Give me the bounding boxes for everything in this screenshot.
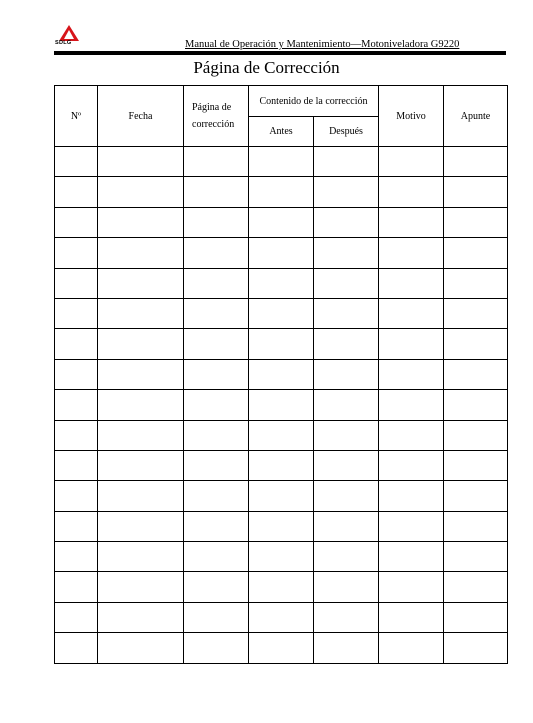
table-cell[interactable] xyxy=(249,207,314,237)
table-cell[interactable] xyxy=(444,329,508,359)
table-cell[interactable] xyxy=(249,390,314,420)
table-cell[interactable] xyxy=(184,359,249,389)
table-cell[interactable] xyxy=(379,420,444,450)
table-cell[interactable] xyxy=(444,450,508,480)
table-cell[interactable] xyxy=(98,177,184,207)
table-cell[interactable] xyxy=(314,147,379,177)
table-cell[interactable] xyxy=(444,298,508,328)
table-cell[interactable] xyxy=(379,147,444,177)
table-cell[interactable] xyxy=(379,572,444,602)
table-row xyxy=(55,177,508,207)
table-cell[interactable] xyxy=(184,177,249,207)
table-cell[interactable] xyxy=(98,390,184,420)
manual-title: Manual de Operación y Mantenimiento—Motoniveladora G9220 xyxy=(185,39,460,50)
table-cell[interactable] xyxy=(98,420,184,450)
table-cell[interactable] xyxy=(379,298,444,328)
table-cell[interactable] xyxy=(444,238,508,268)
table-cell[interactable] xyxy=(314,511,379,541)
table-cell[interactable] xyxy=(379,511,444,541)
table-cell[interactable] xyxy=(379,268,444,298)
table-cell[interactable] xyxy=(314,359,379,389)
table-cell[interactable] xyxy=(184,511,249,541)
table-cell[interactable] xyxy=(444,572,508,602)
table-cell[interactable] xyxy=(55,420,98,450)
table-cell[interactable] xyxy=(98,481,184,511)
table-cell[interactable] xyxy=(314,450,379,480)
table-cell[interactable] xyxy=(444,177,508,207)
col-header-apunte: Apunte xyxy=(444,86,508,147)
table-cell[interactable] xyxy=(379,390,444,420)
table-body xyxy=(55,147,508,664)
col-header-pagina xyxy=(184,86,249,147)
table-cell[interactable] xyxy=(444,511,508,541)
table-cell[interactable] xyxy=(444,420,508,450)
col-header-antes: Antes xyxy=(249,117,314,147)
table-cell[interactable] xyxy=(98,602,184,632)
table-cell[interactable] xyxy=(314,481,379,511)
table-cell[interactable] xyxy=(184,602,249,632)
table-cell[interactable] xyxy=(98,542,184,572)
table-cell[interactable] xyxy=(249,359,314,389)
table-row xyxy=(55,329,508,359)
table-cell[interactable] xyxy=(249,177,314,207)
table-cell[interactable] xyxy=(184,207,249,237)
table-cell[interactable] xyxy=(184,572,249,602)
table-cell[interactable] xyxy=(314,542,379,572)
page-title: Página de Corrección xyxy=(193,58,340,77)
col-header-pagina-line2: corrección xyxy=(192,119,235,130)
table-cell[interactable] xyxy=(249,147,314,177)
table-cell[interactable] xyxy=(55,450,98,480)
table-cell[interactable] xyxy=(55,542,98,572)
table-row xyxy=(55,238,508,268)
table-cell[interactable] xyxy=(55,572,98,602)
table-row xyxy=(55,359,508,389)
table-cell[interactable] xyxy=(98,511,184,541)
table-cell[interactable] xyxy=(314,207,379,237)
table-cell[interactable] xyxy=(98,268,184,298)
table-cell[interactable] xyxy=(98,147,184,177)
table-cell[interactable] xyxy=(55,359,98,389)
table-cell[interactable] xyxy=(98,329,184,359)
table-cell[interactable] xyxy=(444,207,508,237)
table-cell[interactable] xyxy=(98,207,184,237)
table-cell[interactable] xyxy=(249,572,314,602)
table-cell[interactable] xyxy=(379,207,444,237)
col-header-fecha: Fecha xyxy=(98,86,184,147)
table-cell[interactable] xyxy=(314,177,379,207)
table-row xyxy=(55,450,508,480)
table-cell[interactable] xyxy=(249,633,314,663)
table-cell[interactable] xyxy=(249,329,314,359)
table-cell[interactable] xyxy=(55,511,98,541)
col-header-numero: Nº xyxy=(55,86,98,147)
table-cell[interactable] xyxy=(184,147,249,177)
table-cell[interactable] xyxy=(55,481,98,511)
table-cell[interactable] xyxy=(249,602,314,632)
table-cell[interactable] xyxy=(184,450,249,480)
table-cell[interactable] xyxy=(444,268,508,298)
table-cell[interactable] xyxy=(55,147,98,177)
table-row xyxy=(55,511,508,541)
table-cell[interactable] xyxy=(55,602,98,632)
table-cell[interactable] xyxy=(314,329,379,359)
table-cell[interactable] xyxy=(98,633,184,663)
table-row xyxy=(55,390,508,420)
table-cell[interactable] xyxy=(379,359,444,389)
table-cell[interactable] xyxy=(184,329,249,359)
table-cell[interactable] xyxy=(249,420,314,450)
table-cell[interactable] xyxy=(55,238,98,268)
table-row xyxy=(55,602,508,632)
table-cell[interactable] xyxy=(249,298,314,328)
table-cell[interactable] xyxy=(249,511,314,541)
table-cell[interactable] xyxy=(379,542,444,572)
table-cell[interactable] xyxy=(379,633,444,663)
table-cell[interactable] xyxy=(249,268,314,298)
header-rule xyxy=(54,51,506,55)
table-cell[interactable] xyxy=(314,238,379,268)
table-cell[interactable] xyxy=(55,329,98,359)
table-cell[interactable] xyxy=(379,329,444,359)
table-cell[interactable] xyxy=(444,390,508,420)
table-row xyxy=(55,268,508,298)
table-cell[interactable] xyxy=(314,572,379,602)
table-cell[interactable] xyxy=(98,572,184,602)
table-cell[interactable] xyxy=(444,542,508,572)
table-cell[interactable] xyxy=(184,542,249,572)
table-cell[interactable] xyxy=(184,481,249,511)
table-cell[interactable] xyxy=(55,207,98,237)
col-header-despues: Después xyxy=(314,117,379,147)
table-cell[interactable] xyxy=(98,359,184,389)
table-cell[interactable] xyxy=(98,450,184,480)
table-cell[interactable] xyxy=(184,238,249,268)
table-cell[interactable] xyxy=(314,390,379,420)
table-cell[interactable] xyxy=(98,238,184,268)
table-cell[interactable] xyxy=(379,602,444,632)
table-row xyxy=(55,572,508,602)
col-header-contenido: Contenido de la corrección xyxy=(249,86,379,117)
table-row xyxy=(55,481,508,511)
table-cell[interactable] xyxy=(55,268,98,298)
table-cell[interactable] xyxy=(55,298,98,328)
table-row xyxy=(55,633,508,663)
table-cell[interactable] xyxy=(444,147,508,177)
table-cell[interactable] xyxy=(184,420,249,450)
table-cell[interactable] xyxy=(314,602,379,632)
table-cell[interactable] xyxy=(55,633,98,663)
table-cell[interactable] xyxy=(249,450,314,480)
table-cell[interactable] xyxy=(444,602,508,632)
col-header-motivo: Motivo xyxy=(379,86,444,147)
table-cell[interactable] xyxy=(314,633,379,663)
table-cell[interactable] xyxy=(249,542,314,572)
table-cell[interactable] xyxy=(184,390,249,420)
table-cell[interactable] xyxy=(444,633,508,663)
table-cell[interactable] xyxy=(379,238,444,268)
correction-table xyxy=(54,85,508,664)
table-cell[interactable] xyxy=(314,298,379,328)
table-row xyxy=(55,298,508,328)
table-cell[interactable] xyxy=(379,177,444,207)
table-cell[interactable] xyxy=(249,238,314,268)
logo-text: SDLG xyxy=(55,40,72,46)
table-row xyxy=(55,542,508,572)
table-cell[interactable] xyxy=(314,420,379,450)
table-cell[interactable] xyxy=(379,481,444,511)
table-cell[interactable] xyxy=(184,633,249,663)
table-cell[interactable] xyxy=(444,481,508,511)
table-cell[interactable] xyxy=(379,450,444,480)
table-cell[interactable] xyxy=(184,268,249,298)
table-row xyxy=(55,207,508,237)
table-row xyxy=(55,420,508,450)
table-row xyxy=(55,147,508,177)
table-cell[interactable] xyxy=(314,268,379,298)
table-cell[interactable] xyxy=(184,298,249,328)
table-cell[interactable] xyxy=(55,177,98,207)
table-cell[interactable] xyxy=(98,298,184,328)
table-cell[interactable] xyxy=(249,481,314,511)
col-header-pagina-line1: Página de xyxy=(192,102,232,113)
table-cell[interactable] xyxy=(444,359,508,389)
table-cell[interactable] xyxy=(55,390,98,420)
